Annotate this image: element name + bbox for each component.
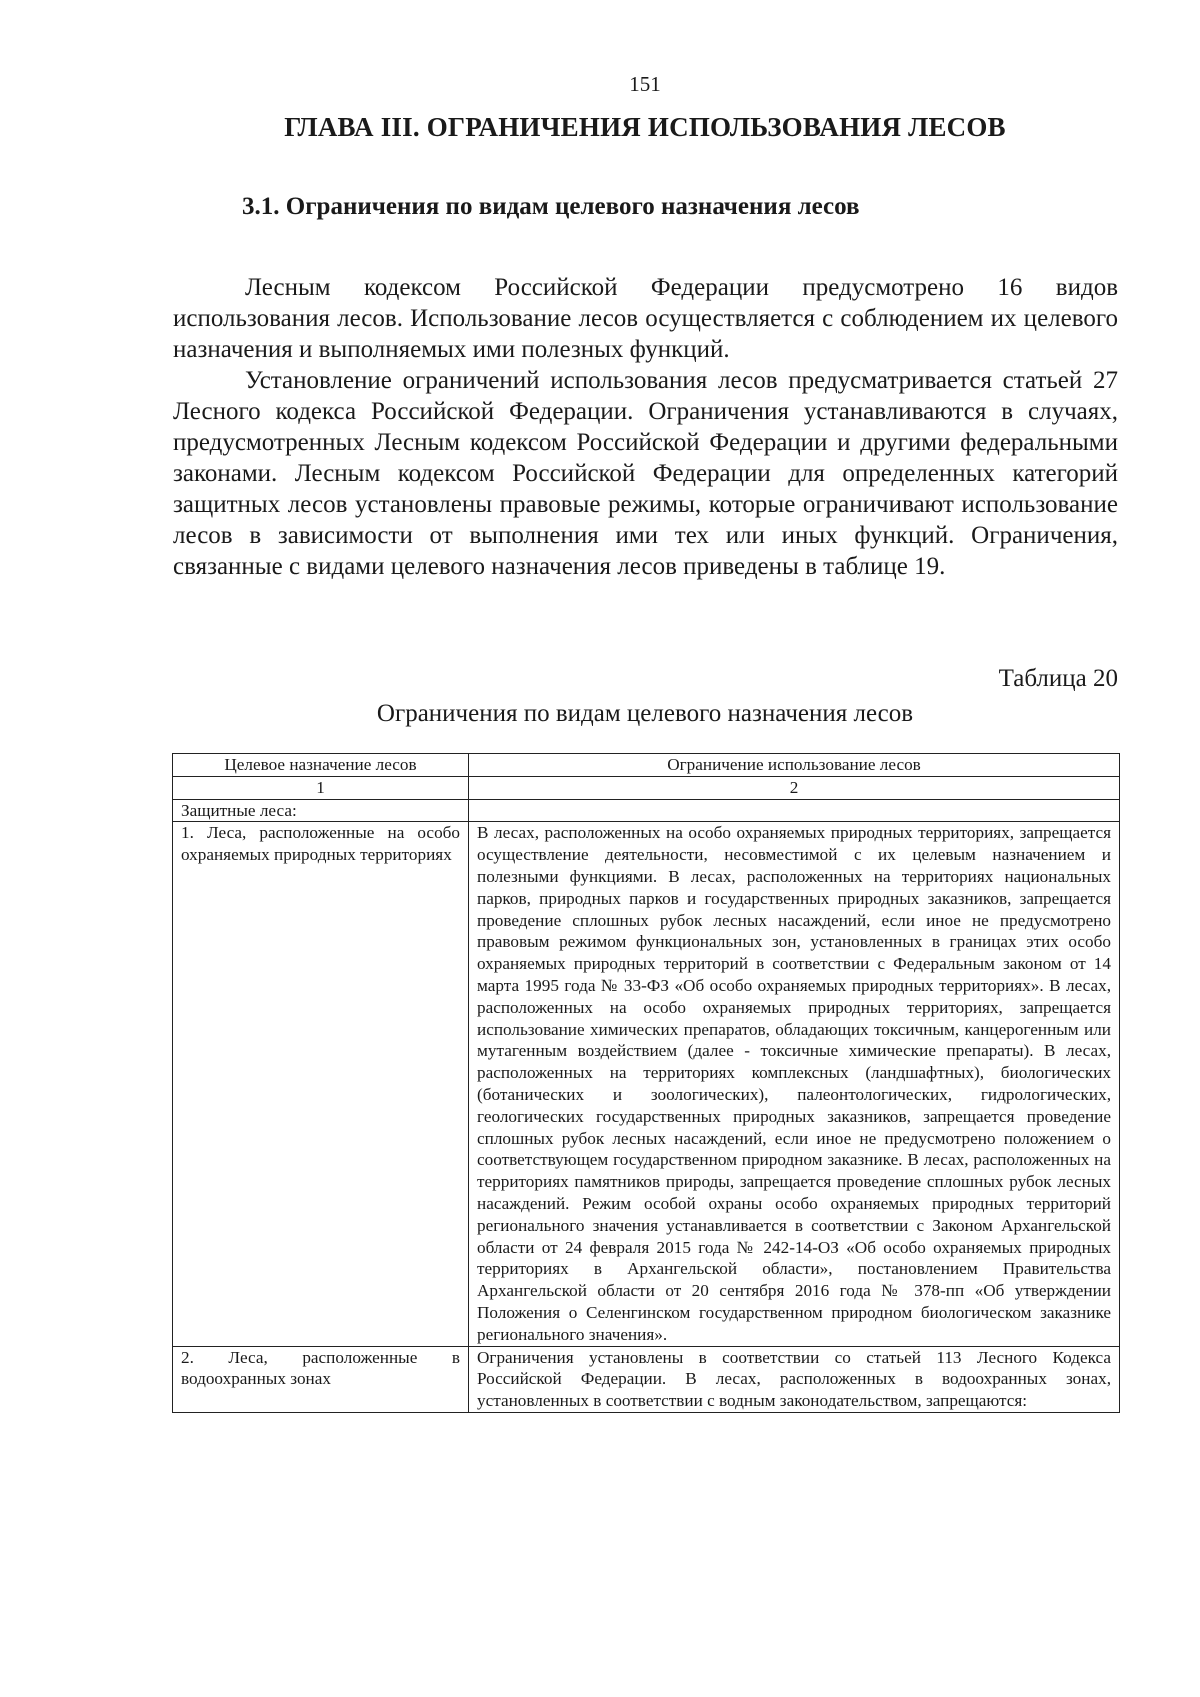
- purpose-cell: 1. Леса, расположенные на особо охраняемых природных территориях: [173, 822, 469, 1346]
- table-column-number-row: [173, 776, 1120, 799]
- restrictions-table: [172, 753, 1120, 1413]
- purpose-cell: 2. Леса, расположенные в водоохранных зонах: [173, 1346, 469, 1412]
- page-number: 151: [629, 72, 661, 96]
- body-text: [173, 272, 1118, 582]
- table-row: [173, 799, 1120, 822]
- restriction-cell: Ограничения установлены в соответствии со статьей 113 Лесного Кодекса Российской Федерации. В лесах, расположенных в водоохранных зонах, установленных в соответствии с водным законодательством, запрещаются:: [469, 1346, 1120, 1412]
- paragraph: Лесным кодексом Российской Федерации предусмотрено 16 видов использования лесов. Использование лесов осуществляется с соблюдением их целевого назначения и выполняемых ими полезных функций.: [173, 274, 1118, 363]
- paragraph: Установление ограничений использования лесов предусматривается статьей 27 Лесного кодекса Российской Федерации. Ограничения устанавливаются в случаях, предусмотренных Лесным кодексом Российской Федерации и другими федеральными законами. Лесным кодексом Российской Федерации для определенных категорий защитных лесов установлены правовые режимы, которые ограничивают использование лесов в зависимости от выполнения ими тех или иных функций. Ограничения, связанные с видами целевого назначения лесов приведены в таблице 19.: [173, 367, 1118, 580]
- restriction-cell: [469, 799, 1120, 822]
- restriction-cell: В лесах, расположенных на особо охраняемых природных территориях, запрещается осуществление деятельности, несовместимой с их целевым назначением и полезными функциями. В лесах, расположенных на территориях национальных парков, природных парков и государственных природных заказников, запрещается проведение сплошных рубок лесных насаждений, если иное не предусмотрено правовым режимом функциональных зон, установленных в границах этих особо охраняемых природных территорий в соответствии с Федеральным законом от 14 марта 1995 года № 33-ФЗ «Об особо охраняемых природных территориях». В лесах, расположенных на особо охраняемых природных территориях, запрещается использование химических препаратов, обладающих токсичным, канцерогенным или мутагенным воздействием (далее - токсичные химические препараты). В лесах, расположенных на территориях комплексных (ландшафтных), биологических (ботанических и зоологических), палеонтологических, гидрологических, геологических государственных природных заказников, запрещается проведение сплошных рубок лесных насаждений, если иное не предусмотрено положением о соответствующем государственном природном заказнике. В лесах, расположенных на территориях памятников природы, запрещается проведение сплошных рубок лесных насаждений. Режим особой охраны особо охраняемых природных территорий регионального значения устанавливается в соответствии с Законом Архангельской области от 24 февраля 2015 года № 242-14-ОЗ «Об особо охраняемых природных территориях в Архангельской области», постановлением Правительства Архангельской области от 20 сентября 2016 года № 378-пп «Об утверждении Положения о Селенгинском государственном природном биологическом заказнике регионального значения».: [469, 822, 1120, 1346]
- table-row: [173, 822, 1120, 1346]
- table-label: Таблица 20: [998, 665, 1118, 692]
- table-header-row: [173, 754, 1120, 777]
- column-number-2: 2: [469, 776, 1120, 799]
- column-number-1: 1: [173, 776, 469, 799]
- section-title: 3.1. Ограничения по видам целевого назначения лесов: [242, 193, 860, 220]
- column-header-restriction: Ограничение использование лесов: [469, 754, 1120, 777]
- chapter-title: ГЛАВА III. ОГРАНИЧЕНИЯ ИСПОЛЬЗОВАНИЯ ЛЕСОВ: [284, 112, 1006, 142]
- column-header-purpose: Целевое назначение лесов: [173, 754, 469, 777]
- purpose-cell: Защитные леса:: [173, 799, 469, 822]
- table-caption: Ограничения по видам целевого назначения лесов: [376, 700, 914, 727]
- table-row: [173, 1346, 1120, 1412]
